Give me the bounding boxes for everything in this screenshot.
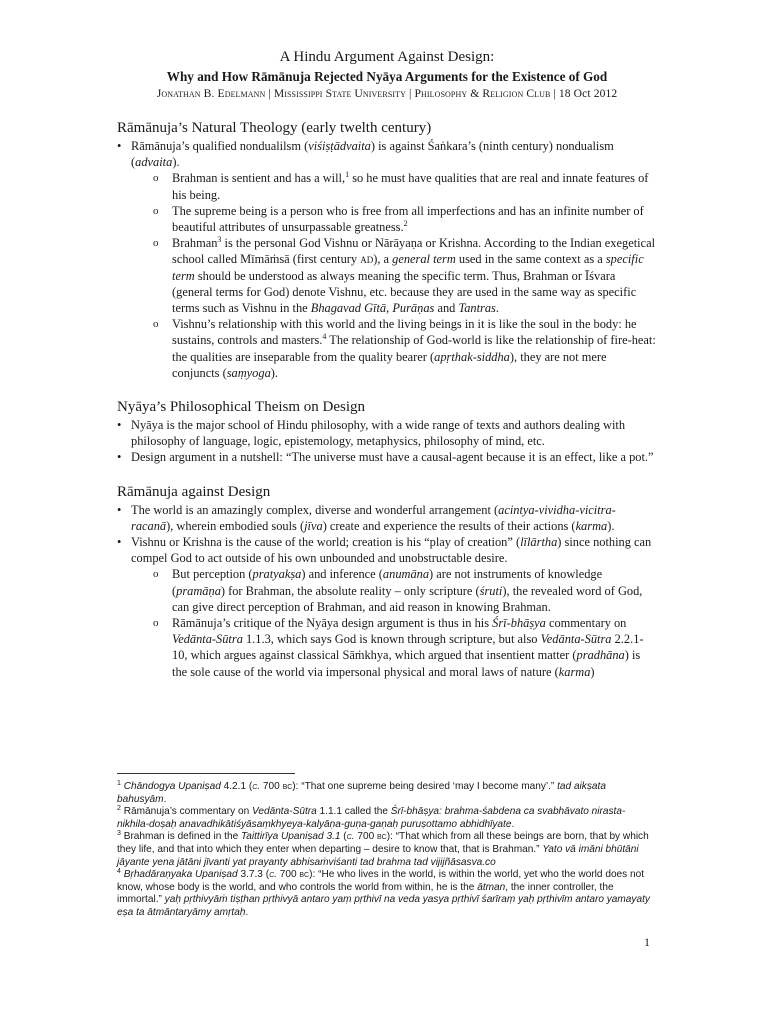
footnote-ref: 1 — [345, 170, 350, 180]
section-list-nyaya-theism — [117, 417, 657, 466]
footnote-1: $^1$ Chāndogya Upaniṣad 4.2.1 (c. 700 bc): “That one supreme being desired ‘may I become many’.” tad aikṣata bahusyām. — [117, 780, 606, 805]
section-heading-nyaya-theism: Nyāya’s Philosophical Theism on Design — [117, 399, 366, 416]
page-number: 1 — [644, 935, 650, 949]
list-item: • Vishnu or Krishna is the cause of the world; creation is his “play of creation” (līlārtha) since nothing can compel God to act outside of his own unbounded and unobstructable desire. o But perception (pratyakṣa) and inference (anumāna) are not instruments of knowledge (pramāṇa) for Brahman, the absolute reality – only scripture (śruti), the revealed word of God, can give direct perception of Brahman, and aid reason in knowing Brahman. o Rāmānuja’s critique of the Nyāya design argument is thus in his Śrī-bhāṣya commentary on Vedānta-Sūtra 1.1.3, which says God is known through scripture, but also Vedānta-Sūtra 2.2.1-10, which argues against classical Sāṁkhya, which argued that insentient matter (pradhāna) is the sole cause of the world via impersonal physical and moral laws of nature (karma) — [117, 534, 657, 680]
sub-list-item: o Vishnu’s relationship with this world and the living beings in it is like the soul in the body: he sustains, controls and masters.$^4$ The relationship of God-world is like the relationship of fire-heat: the qualities are inseparable from the quality bearer (apṛthak-siddha), they are not mere conjuncts (saṃyoga). — [145, 316, 657, 381]
footnote-ref: 3 — [217, 235, 222, 245]
sub-list-item: o But perception (pratyakṣa) and inference (anumāna) are not instruments of knowledge (pramāṇa) for Brahman, the absolute reality – only scripture (śruti), the revealed word of God, can give direct perception of Brahman, and aid reason in knowing Brahman. — [145, 566, 657, 615]
footnotes — [117, 773, 657, 920]
sub-list — [145, 170, 657, 381]
byline — [117, 86, 657, 101]
list-item: • Nyāya is the major school of Hindu philosophy, with a wide range of texts and authors dealing with philosophy of language, logic, epistemology, metaphysics, philosophy of mind, etc. — [117, 417, 657, 449]
sub-list-item: o Brahman$^3$ is the personal God Vishnu or Nārāyaṇa or Krishna. According to the Indian exegetical school called Mīmāṁsā (first century ad), a general term used in the same context as a specific term should be understood as always meaning the specific term. Thus, Brahman or Īśvara (general terms for God) denote Vishnu, etc. because they are used in the same way as specific terms such as Vishnu in the Bhagavad Gītā, Purāṇas and Tantras. — [145, 235, 657, 316]
author-name: Jonathan B. Edelmann — [156, 87, 266, 100]
list-item: • The world is an amazingly complex, diverse and wonderful arrangement (acintya-vividha-vicitra-racanā), wherein embodied souls (jīva) create and experience the results of their actions (karma). — [117, 502, 657, 534]
document-subtitle: Why and How Rāmānuja Rejected Nyāya Arguments for the Existence of God — [166, 69, 608, 84]
talk-date: 18 Oct 2012 — [558, 87, 618, 100]
section-list-against-design — [117, 502, 657, 680]
list-item: • Rāmānuja’s qualified nondualilsm (viśiṣṭādvaita) is against Śaṅkara’s (ninth century) nondualism (advaita). o Brahman is sentient and has a will,$^1$ so he must have qualities that are real and innate features of his being. o The supreme being is a person who is free from all imperfections and has an infinite number of beautiful attributes of unsurpassable greatness.$^2$ o Brahman$^3$ is the personal God Vishnu or Nārāyaṇa or Krishna. According to the Indian exegetical school called Mīmāṁsā (first century ad), a general term used in the same context as a specific term should be understood as always meaning the specific term. Thus, Brahman or Īśvara (general terms for God) denote Vishnu, etc. because they are used in the same way as specific terms such as Vishnu in the Bhagavad Gītā, Purāṇas and Tantras. o Vishnu’s relationship with this world and the living beings in it is like the soul in the body: he sustains, controls and masters.$^4$ The relationship of God-world is like the relationship of fire-heat: the qualities are inseparable from the quality bearer (apṛthak-siddha), they are not mere conjuncts (saṃyoga). — [117, 138, 657, 381]
byline-separator: | — [550, 87, 559, 100]
sub-list-item: o Rāmānuja’s critique of the Nyāya design argument is thus in his Śrī-bhāṣya commentary on Vedānta-Sūtra 1.1.3, which says God is known through scripture, but also Vedānta-Sūtra 2.2.1-10, which argues against classical Sāṁkhya, which argued that insentient matter (pradhāna) is the sole cause of the world via impersonal physical and moral laws of nature (karma) — [145, 615, 657, 680]
footnote-2: $^2$ Rāmānuja’s commentary on Vedānta-Sūtra 1.1.1 called the Śrī-bhāṣya: brahma-śabdena ca svabhāvato nirasta-nikhila-doṣaḥ anavadhikātiśyāsaṃkhyeya-kalyāṇa-guṇa-gaṇaḥ puruṣottamo abhidhīyate. — [117, 805, 626, 830]
footnote-3: $^3$ Brahman is defined in the Taittirīya Upaniṣad 3.1 (c. 700 bc): “That which from all these beings are born, that by which they life, and that into which they enter when departing – desire to know that, that is Brahman.” Yato vā imāni bhūtāni jāyante yena jātāni jīvanti yat prayanty abhisaṁviśanti tad brahma tad vijijñāsasva.co — [117, 830, 649, 868]
section-list-natural-theology — [117, 138, 657, 381]
byline-separator: | — [265, 87, 274, 100]
club-name: Philosophy & Religion Club — [414, 87, 551, 100]
footnote-ref: 2 — [403, 219, 408, 229]
footnote-4: $^4$ Bṛhadāraṇyaka Upaniṣad 3.7.3 (c. 700 bc): “He who lives in the world, is within the world, yet who the world does not know, whose body is the world, and who controls the world from within, he is the ātman, the inner controller, the immortal.” yaḥ pṛthivyāṁ tiṣṭhan pṛthivyā antaro yaṃ pṛthivī na veda yasya pṛthivī śarīraṃ yaḥ pṛthivīm antaro yamayaty eṣa ta ātmāntaryāmy amṛtaḥ. — [117, 868, 650, 918]
footnote-divider — [117, 773, 295, 774]
document-title: A Hindu Argument Against Design: — [279, 49, 495, 65]
sub-list-item: o Brahman is sentient and has a will,$^1$ so he must have qualities that are real and innate features of his being. — [145, 170, 657, 202]
main-content — [117, 48, 657, 680]
section-heading-against-design: Rāmānuja against Design — [117, 483, 271, 500]
sub-list — [145, 566, 657, 679]
section-heading-natural-theology: Rāmānuja’s Natural Theology (early twelth century) — [117, 120, 432, 136]
sub-list-item: o The supreme being is a person who is free from all imperfections and has an infinite number of beautiful attributes of unsurpassable greatness.$^2$ — [145, 203, 657, 235]
footnote-ref: 4 — [322, 332, 327, 342]
university-name: Mississippi State University — [273, 87, 407, 100]
list-item: • Design argument in a nutshell: “The universe must have a causal-agent because it is an effect, like a pot.” — [117, 449, 657, 465]
byline-separator: | — [406, 87, 415, 100]
